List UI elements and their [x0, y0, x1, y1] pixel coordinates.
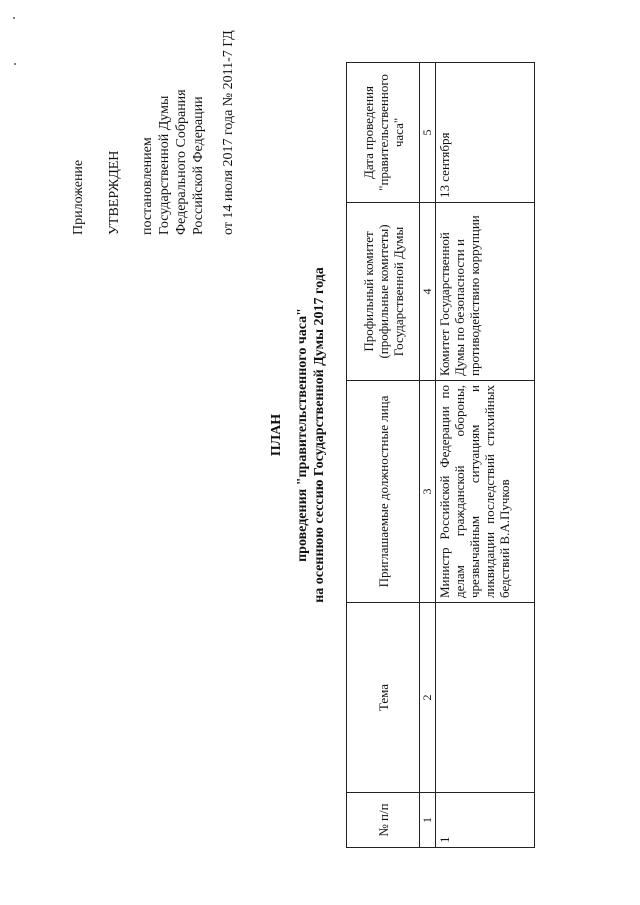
plan-heading: ПЛАН — [269, 413, 284, 457]
cell-committee: Комитет Государственной Думы по безопасности и противодействию коррупции — [436, 203, 535, 381]
column-number: 5 — [420, 63, 436, 203]
header-topic: Тема — [347, 603, 420, 793]
cell-officials: Министр Российской Федерации по делам гражданской обороны, чрезвычайным ситуациям и ликвидации последствий стихийных бедствий В.А.Пучков — [436, 381, 535, 603]
approved-label: УТВЕРЖДЕН — [107, 150, 122, 235]
header-officials: Приглашаемые должностные лица — [347, 381, 420, 603]
plan-subtitle-line: проведения "правительственного часа" — [295, 308, 310, 562]
plan-title — [268, 55, 328, 815]
approval-line: Российской Федерации — [191, 96, 206, 235]
appendix-label: Приложение — [71, 159, 86, 235]
plan-table — [346, 62, 535, 848]
approval-line: Федерального Собрания — [174, 89, 189, 235]
column-number: 1 — [420, 793, 436, 848]
table-row — [436, 63, 535, 848]
header-committee: Профильный комитет (профильные комитеты) Государственной Думы — [347, 203, 420, 381]
plan-subtitle-line: на осеннюю сессию Государственной Думы 2017 года — [312, 267, 327, 603]
header-number: № п/п — [347, 793, 420, 848]
approval-line: постановлением — [140, 137, 155, 235]
cell-topic — [436, 603, 535, 793]
cell-date: 13 сентября — [436, 63, 535, 203]
approval-block — [70, 5, 237, 235]
column-number: 4 — [420, 203, 436, 381]
header-date: Дата проведения "правительственного часа" — [347, 63, 420, 203]
table-header-row — [347, 63, 420, 848]
column-number: 2 — [420, 603, 436, 793]
approval-line: Государственной Думы — [157, 95, 172, 235]
approval-date: от 14 июля 2017 года № 2011-7 ГД — [221, 30, 236, 235]
cell-number: 1 — [436, 793, 535, 848]
column-number-row — [420, 63, 436, 848]
column-number: 3 — [420, 381, 436, 603]
